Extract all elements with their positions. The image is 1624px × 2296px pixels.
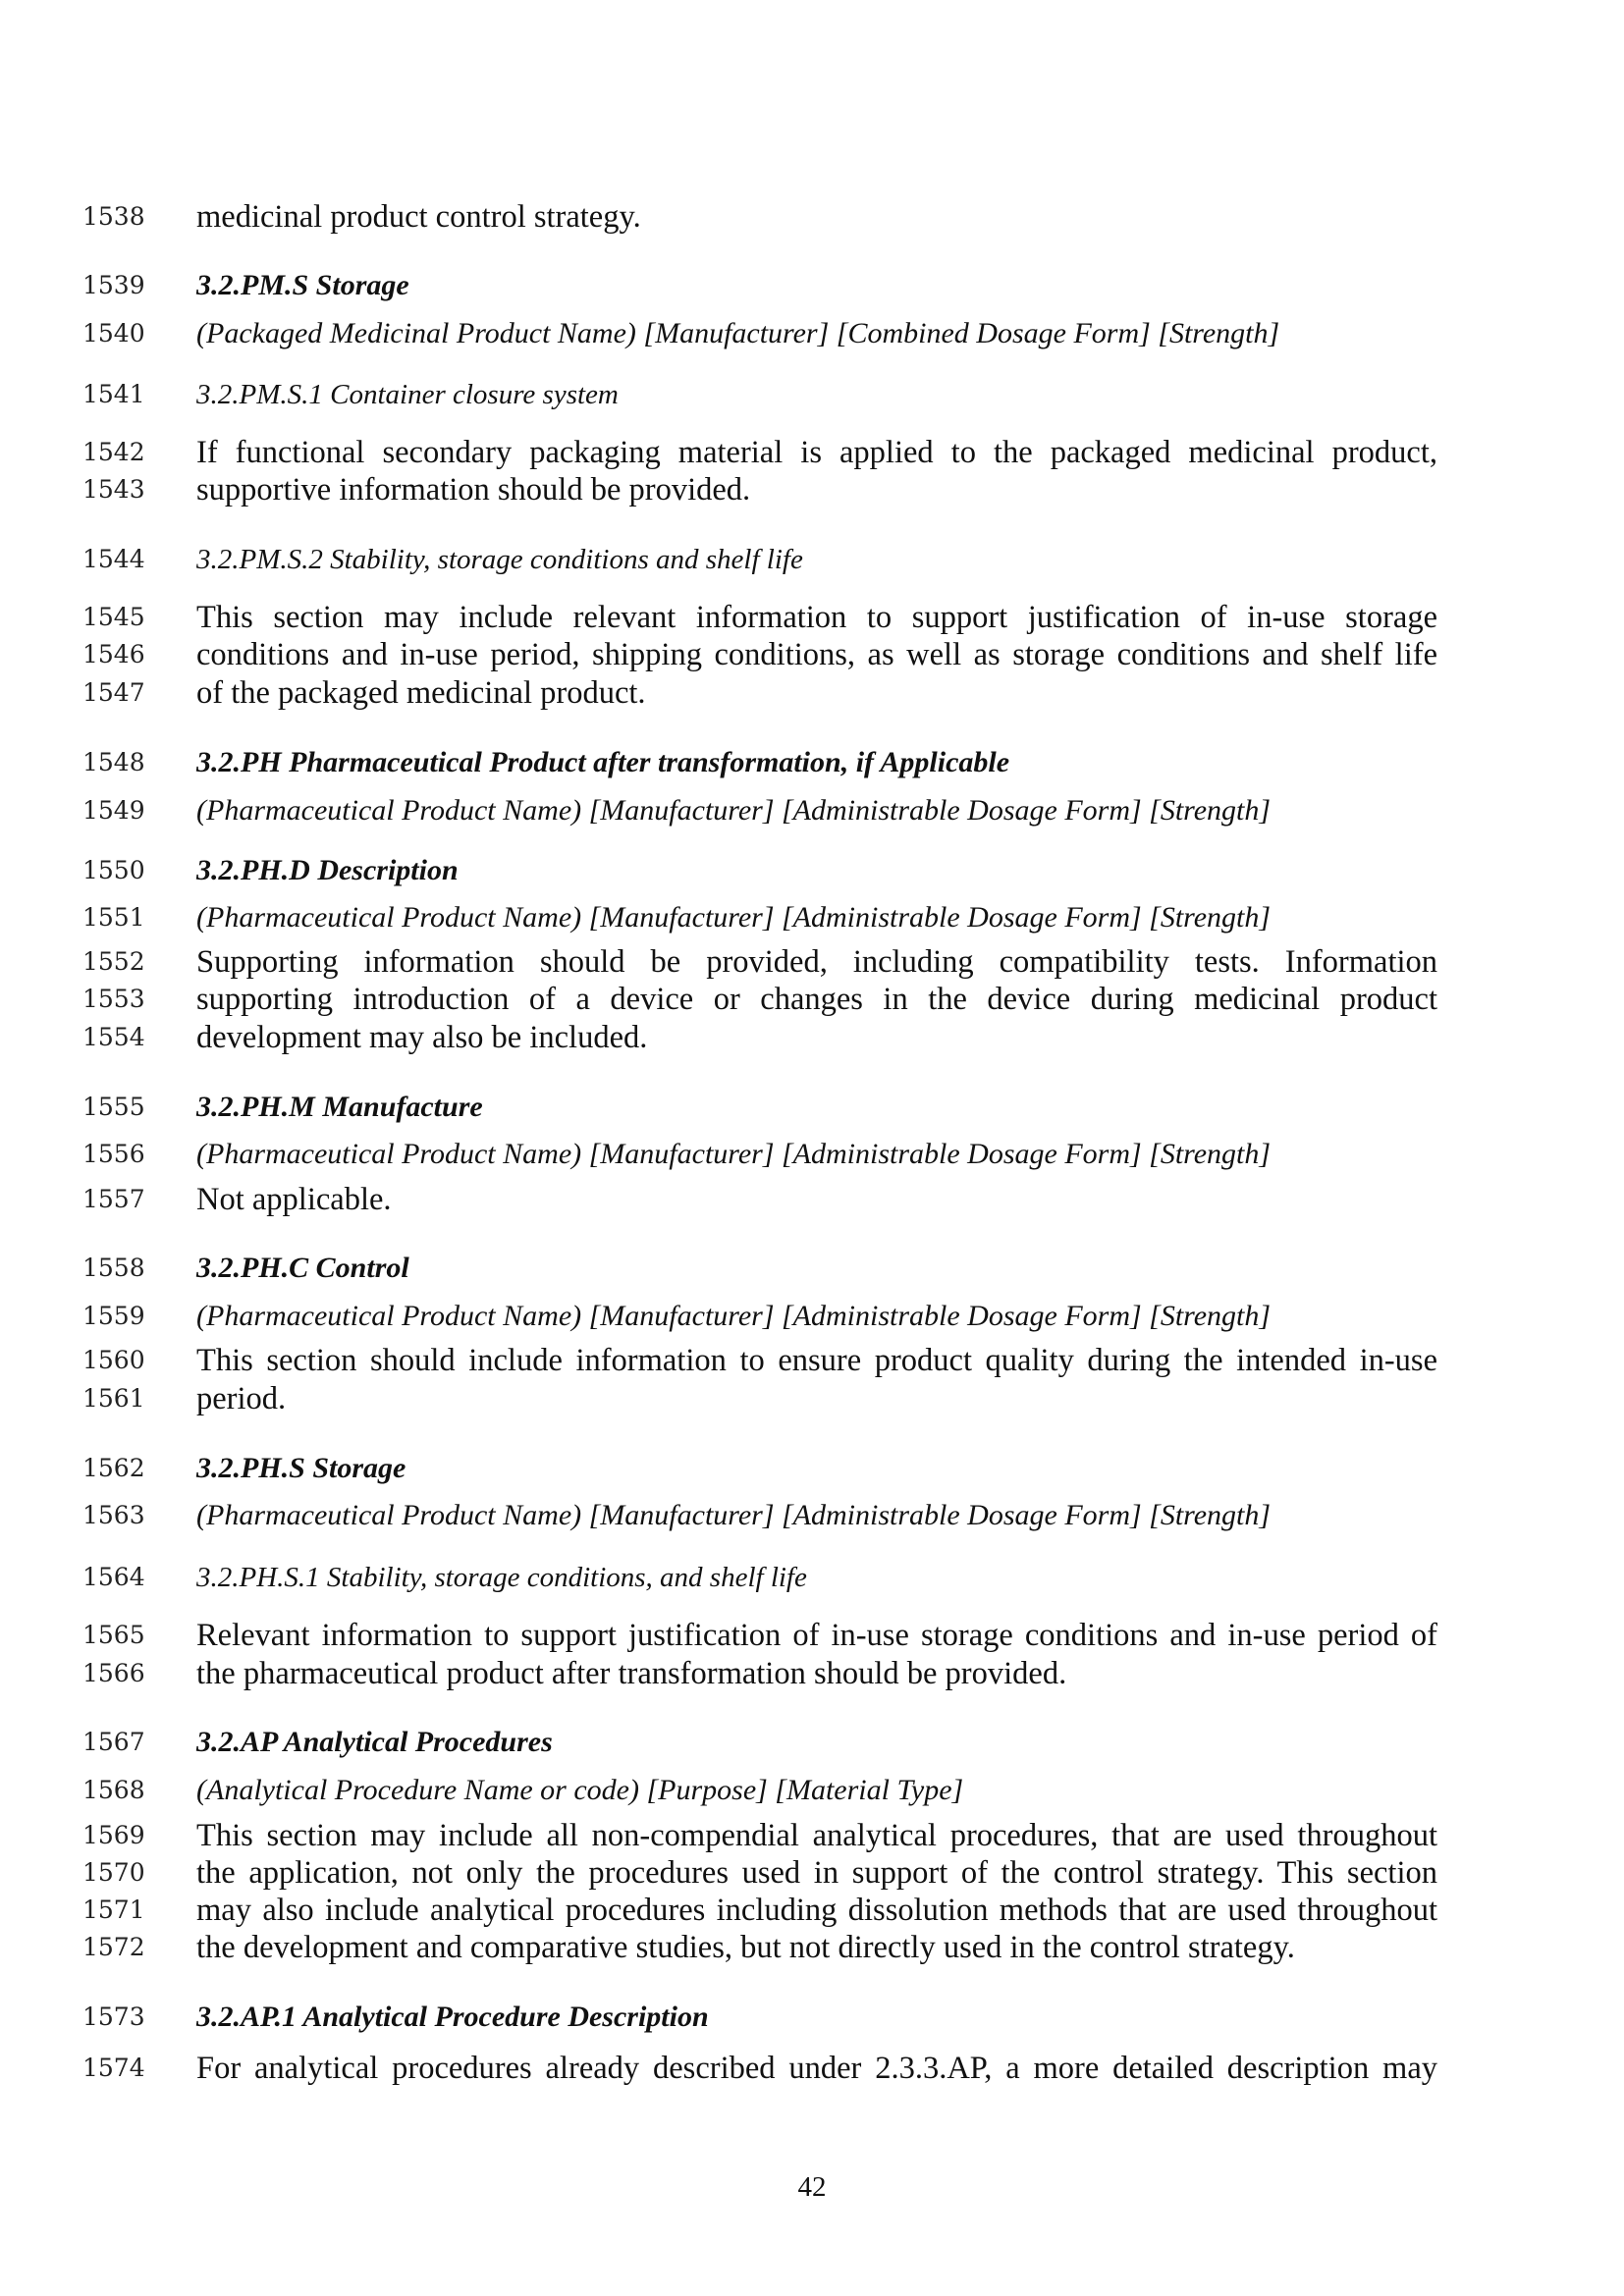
body-text: This section may include relevant information to support justification of in-use storage xyxy=(196,600,1437,635)
line-number: 1566 xyxy=(82,1659,145,1687)
line-1545 xyxy=(0,598,1624,637)
body-text: may also include analytical procedures including dissolution methods that are used throughout xyxy=(196,1893,1437,1928)
body-text: Relevant information to support justification of in-use storage conditions and in-use period of xyxy=(196,1618,1437,1653)
line-number: 1548 xyxy=(82,748,145,776)
section-qualifier: (Pharmaceutical Product Name) [Manufacturer] [Administrable Dosage Form] [Strength] xyxy=(196,1499,1272,1531)
line-1557 xyxy=(0,1180,1624,1219)
line-1571 xyxy=(0,1891,1624,1930)
line-1542 xyxy=(0,433,1624,472)
line-number: 1563 xyxy=(82,1501,145,1529)
section-qualifier: (Pharmaceutical Product Name) [Manufacturer] [Administrable Dosage Form] [Strength] xyxy=(196,901,1272,934)
line-number: 1561 xyxy=(82,1384,145,1413)
line-number: 1565 xyxy=(82,1621,145,1649)
body-text: For analytical procedures already described under 2.3.3.AP, a more detailed description may xyxy=(196,2051,1437,2086)
line-number: 1567 xyxy=(82,1728,145,1756)
line-number: 1538 xyxy=(82,202,145,231)
line-1550 xyxy=(0,851,1624,890)
line-1559 xyxy=(0,1297,1624,1336)
line-number: 1558 xyxy=(82,1254,145,1282)
line-1548 xyxy=(0,743,1624,782)
line-number: 1568 xyxy=(82,1776,145,1804)
section-heading: 3.2.PH.S Storage xyxy=(196,1452,406,1484)
section-qualifier: (Pharmaceutical Product Name) [Manufacturer] [Administrable Dosage Form] [Strength] xyxy=(196,1300,1272,1332)
line-number: 1549 xyxy=(82,796,145,825)
line-number: 1550 xyxy=(82,856,145,884)
body-text: of the packaged medicinal product. xyxy=(196,675,646,711)
line-number: 1573 xyxy=(82,2002,145,2031)
section-qualifier: (Pharmaceutical Product Name) [Manufacturer] [Administrable Dosage Form] [Strength] xyxy=(196,1138,1272,1170)
subsection-heading: 3.2.PH.S.1 Stability, storage conditions, and shelf life xyxy=(196,1562,807,1593)
line-1540 xyxy=(0,314,1624,353)
line-1543 xyxy=(0,470,1624,509)
body-text: This section should include information to ensure product quality during the intended in-use xyxy=(196,1343,1437,1378)
line-1558 xyxy=(0,1249,1624,1288)
section-heading: 3.2.AP Analytical Procedures xyxy=(196,1726,553,1758)
body-text: medicinal product control strategy. xyxy=(196,199,641,235)
line-number: 1543 xyxy=(82,475,145,504)
line-1569 xyxy=(0,1816,1624,1855)
line-1567 xyxy=(0,1723,1624,1762)
line-1547 xyxy=(0,673,1624,713)
subsection-heading: 3.2.PM.S.1 Container closure system xyxy=(196,379,619,410)
section-qualifier: (Analytical Procedure Name or code) [Purpose] [Material Type] xyxy=(196,1774,964,1806)
line-1549 xyxy=(0,791,1624,830)
section-heading: 3.2.PM.S Storage xyxy=(196,269,409,301)
body-text: the application, not only the procedures used in support of the control strategy. This section xyxy=(196,1855,1437,1891)
line-number: 1547 xyxy=(82,678,145,707)
line-1560 xyxy=(0,1341,1624,1380)
line-1561 xyxy=(0,1379,1624,1418)
section-qualifier: (Pharmaceutical Product Name) [Manufacturer] [Administrable Dosage Form] [Strength] xyxy=(196,794,1272,827)
body-text: the development and comparative studies, but not directly used in the control strategy. xyxy=(196,1930,1295,1965)
body-text: This section may include all non-compendial analytical procedures, that are used throughout xyxy=(196,1818,1437,1853)
line-1546 xyxy=(0,635,1624,674)
line-number: 1552 xyxy=(82,947,145,976)
line-number: 1569 xyxy=(82,1821,145,1849)
line-number: 1539 xyxy=(82,271,145,299)
section-heading: 3.2.PH Pharmaceutical Product after transformation, if Applicable xyxy=(196,746,1010,778)
line-1555 xyxy=(0,1088,1624,1127)
line-number: 1574 xyxy=(82,2054,145,2082)
body-text: Supporting information should be provided, including compatibility tests. Information xyxy=(196,944,1437,980)
line-1552 xyxy=(0,942,1624,982)
line-1565 xyxy=(0,1616,1624,1655)
line-1563 xyxy=(0,1496,1624,1535)
line-number: 1544 xyxy=(82,545,145,573)
section-heading: 3.2.PH.D Description xyxy=(196,854,459,886)
line-1568 xyxy=(0,1771,1624,1810)
body-text: period. xyxy=(196,1381,287,1416)
line-number: 1554 xyxy=(82,1023,145,1051)
line-1556 xyxy=(0,1135,1624,1174)
line-number: 1572 xyxy=(82,1933,145,1961)
line-1573 xyxy=(0,1998,1624,2037)
line-number: 1542 xyxy=(82,438,145,466)
line-1544 xyxy=(0,540,1624,579)
line-number: 1545 xyxy=(82,603,145,631)
body-text: the pharmaceutical product after transformation should be provided. xyxy=(196,1656,1067,1691)
line-1551 xyxy=(0,898,1624,937)
subsection-heading: 3.2.PM.S.2 Stability, storage conditions and shelf life xyxy=(196,544,803,575)
section-qualifier: (Packaged Medicinal Product Name) [Manufacturer] [Combined Dosage Form] [Strength] xyxy=(196,317,1280,349)
line-number: 1559 xyxy=(82,1302,145,1330)
line-number: 1564 xyxy=(82,1563,145,1591)
body-text: development may also be included. xyxy=(196,1020,648,1055)
line-number: 1541 xyxy=(82,380,145,408)
body-text: supportive information should be provided. xyxy=(196,472,751,507)
line-number: 1555 xyxy=(82,1093,145,1121)
page-number: 42 xyxy=(797,2171,827,2203)
line-1562 xyxy=(0,1449,1624,1488)
section-heading: 3.2.PH.C Control xyxy=(196,1252,409,1284)
line-number: 1571 xyxy=(82,1896,145,1924)
line-1539 xyxy=(0,266,1624,305)
line-number: 1557 xyxy=(82,1185,145,1213)
line-number: 1570 xyxy=(82,1858,145,1887)
body-text: conditions and in-use period, shipping conditions, as well as storage conditions and shelf life xyxy=(196,637,1437,672)
line-1574 xyxy=(0,2049,1624,2088)
line-1541 xyxy=(0,375,1624,414)
body-text: If functional secondary packaging material is applied to the packaged medicinal product, xyxy=(196,435,1437,470)
line-1553 xyxy=(0,980,1624,1019)
line-number: 1546 xyxy=(82,640,145,668)
line-number: 1562 xyxy=(82,1454,145,1482)
body-text: Not applicable. xyxy=(196,1182,392,1217)
line-number: 1560 xyxy=(82,1346,145,1374)
line-1570 xyxy=(0,1853,1624,1893)
body-text: supporting introduction of a device or changes in the device during medicinal product xyxy=(196,982,1437,1017)
section-heading: 3.2.AP.1 Analytical Procedure Description xyxy=(196,2001,709,2033)
line-number: 1540 xyxy=(82,319,145,347)
line-1554 xyxy=(0,1018,1624,1057)
line-1564 xyxy=(0,1558,1624,1597)
line-number: 1556 xyxy=(82,1140,145,1168)
line-number: 1553 xyxy=(82,985,145,1013)
line-number: 1551 xyxy=(82,903,145,932)
section-heading: 3.2.PH.M Manufacture xyxy=(196,1091,483,1123)
line-1566 xyxy=(0,1654,1624,1693)
line-1572 xyxy=(0,1928,1624,1967)
line-1538 xyxy=(0,197,1624,237)
